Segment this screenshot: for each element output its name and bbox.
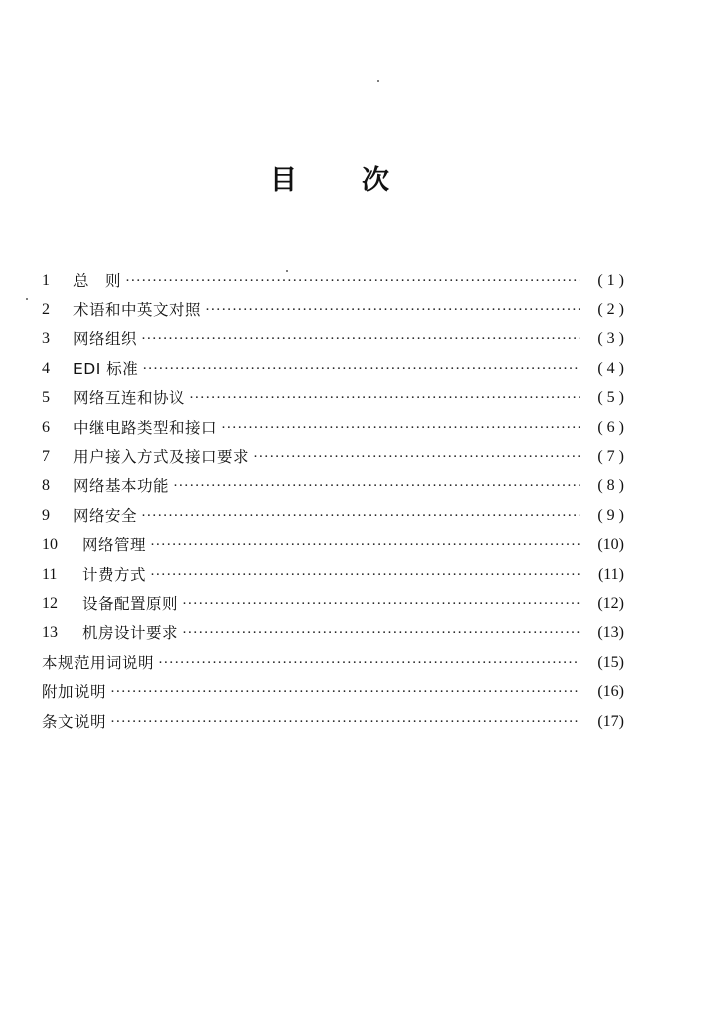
- toc-entry[interactable]: [42, 472, 624, 501]
- toc-entry-page: (13): [597, 624, 624, 642]
- toc-entry-page: (16): [597, 683, 624, 701]
- toc-entry-label: 机房设计要求: [82, 624, 179, 643]
- dot-leader: [150, 535, 580, 555]
- toc-entry-page: ( 9 ): [597, 506, 624, 524]
- scan-speck: [377, 80, 379, 82]
- toc-entry[interactable]: [42, 531, 624, 560]
- title-char-2: 次: [362, 165, 389, 196]
- toc-entry-number: 3: [42, 330, 50, 348]
- toc-entry-number: 12: [42, 594, 58, 612]
- toc-entry-page: (15): [597, 653, 624, 671]
- toc-entry[interactable]: [42, 501, 624, 530]
- toc-entry[interactable]: [42, 707, 624, 736]
- dot-leader: [110, 682, 580, 702]
- dot-leader: [182, 623, 580, 643]
- toc-entry-page: ( 4 ): [597, 359, 624, 377]
- toc-entry[interactable]: [42, 442, 624, 471]
- table-of-contents: [42, 266, 624, 736]
- toc-entry-page: ( 6 ): [597, 418, 624, 436]
- toc-entry[interactable]: [42, 560, 624, 589]
- toc-entry-label: 网络互连和协议: [73, 389, 186, 408]
- toc-entry-page: (17): [597, 712, 624, 730]
- toc-entry-page: (10): [597, 536, 624, 554]
- dot-leader: [110, 712, 580, 732]
- dot-leader: [189, 388, 580, 408]
- toc-entry[interactable]: [42, 677, 624, 706]
- toc-entry-label: 网络组织: [73, 330, 138, 349]
- toc-entry-number: 1: [42, 271, 50, 289]
- toc-entry-page: ( 3 ): [597, 330, 624, 348]
- toc-entry-label: 用户接入方式及接口要求: [73, 448, 250, 467]
- dot-leader: [221, 418, 580, 438]
- toc-entry-label: 本规范用词说明: [42, 653, 155, 672]
- toc-entry-label: 网络安全: [73, 506, 138, 525]
- toc-entry-page: ( 8 ): [597, 477, 624, 495]
- toc-entry-number: 8: [42, 477, 50, 495]
- toc-entry-label: 术语和中英文对照: [73, 301, 202, 320]
- toc-entry[interactable]: [42, 266, 624, 295]
- toc-entry-label: 总 则: [73, 271, 122, 290]
- toc-entry-number: 9: [42, 506, 50, 524]
- dot-leader: [173, 476, 580, 496]
- dot-leader: [142, 359, 580, 379]
- toc-entry-page: (11): [597, 565, 624, 583]
- toc-entry-page: ( 5 ): [597, 389, 624, 407]
- toc-entry[interactable]: [42, 413, 624, 442]
- toc-entry-page: ( 7 ): [597, 448, 624, 466]
- dot-leader: [158, 653, 580, 673]
- dot-leader: [182, 594, 580, 614]
- toc-entry-number: 2: [42, 301, 50, 319]
- toc-entry[interactable]: [42, 384, 624, 413]
- toc-entry[interactable]: [42, 295, 624, 324]
- toc-entry-label: 设备配置原则: [82, 594, 179, 613]
- toc-entry[interactable]: [42, 354, 624, 383]
- dot-leader: [253, 447, 580, 467]
- toc-entry[interactable]: [42, 619, 624, 648]
- dot-leader: [125, 271, 580, 291]
- toc-entry-label: 中继电路类型和接口: [73, 418, 218, 437]
- dot-leader: [141, 329, 580, 349]
- toc-entry[interactable]: [42, 589, 624, 618]
- toc-entry[interactable]: [42, 648, 624, 677]
- dot-leader: [205, 300, 580, 320]
- toc-entry-page: (12): [597, 594, 624, 612]
- dot-leader: [150, 565, 580, 585]
- toc-entry-number: 10: [42, 536, 58, 554]
- toc-entry-number: 7: [42, 448, 50, 466]
- toc-entry-number: 13: [42, 624, 58, 642]
- toc-entry-label: 计费方式: [82, 565, 147, 584]
- toc-entry-label: 网络基本功能: [73, 477, 170, 496]
- toc-entry-number: 6: [42, 418, 50, 436]
- toc-entry-label: 网络管理: [82, 536, 147, 555]
- toc-entry-number: 5: [42, 389, 50, 407]
- toc-entry-label: 条文说明: [42, 712, 107, 731]
- dot-leader: [141, 506, 580, 526]
- toc-entry-page: ( 1 ): [597, 271, 624, 289]
- scan-speck: [26, 298, 28, 300]
- toc-entry[interactable]: [42, 325, 624, 354]
- toc-entry-label: 附加说明: [42, 683, 107, 702]
- toc-entry-number: 4: [42, 359, 50, 377]
- title-char-1: 目: [270, 165, 297, 196]
- toc-entry-page: ( 2 ): [597, 301, 624, 319]
- toc-entry-label: EDI 标准: [73, 359, 139, 378]
- toc-entry-number: 11: [42, 565, 58, 583]
